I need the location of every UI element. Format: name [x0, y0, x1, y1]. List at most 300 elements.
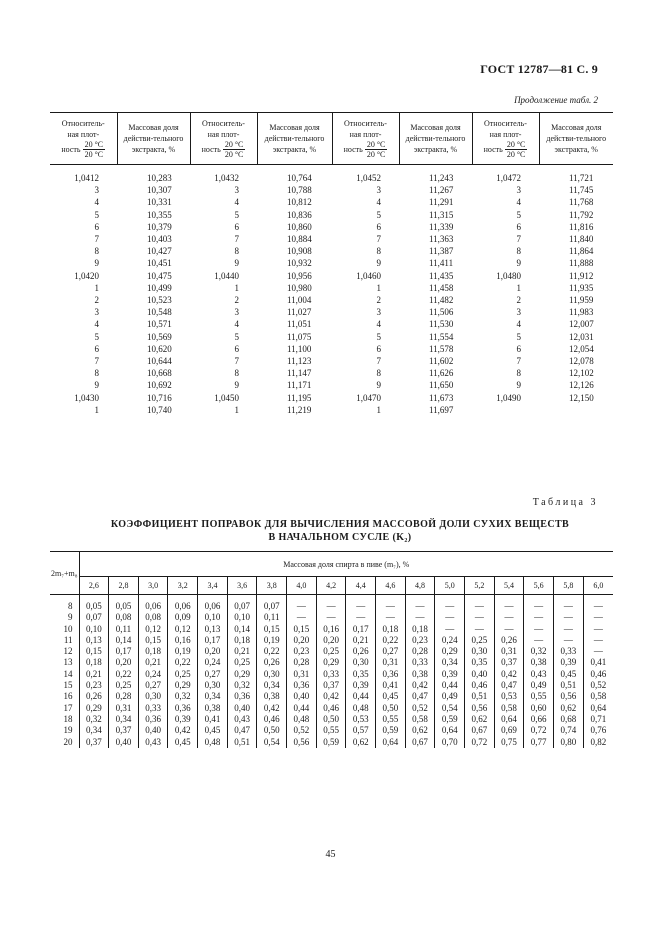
coefficient-value: — — [346, 612, 376, 623]
extract-value: 11,864 — [569, 246, 594, 257]
coefficient-value: 0,33 — [554, 646, 584, 657]
fraction-denominator: 20 °С — [506, 150, 526, 159]
coefficient-value: — — [554, 595, 584, 613]
density-value: 5 — [376, 331, 381, 342]
coefficient-value: 0,54 — [257, 737, 287, 748]
coefficient-value: 0,68 — [554, 714, 584, 725]
extract-value: 11,626 — [429, 368, 454, 379]
density-value: 1,0440 — [214, 270, 239, 281]
coefficient-value: 0,34 — [109, 714, 139, 725]
density-value: 3 — [234, 307, 239, 318]
extract-value: 11,363 — [429, 234, 454, 245]
coefficient-value: — — [524, 624, 554, 635]
density-value: 3 — [516, 185, 521, 196]
coefficient-value: 0,25 — [168, 669, 198, 680]
table-row — [50, 294, 613, 306]
density-label: Относитель- — [484, 119, 527, 128]
extract-value: 10,836 — [287, 209, 312, 220]
density-value: 8 — [516, 368, 521, 379]
density-value: 9 — [94, 380, 99, 391]
coefficient-value: 0,28 — [109, 691, 139, 702]
coefficient-value: 0,13 — [79, 635, 109, 646]
coefficient-value: 0,35 — [465, 657, 495, 668]
alcohol-column-header: 3,6 — [227, 577, 257, 595]
density-label: Относитель- — [202, 119, 245, 128]
coefficient-value: 0,19 — [168, 646, 198, 657]
density-value: 1 — [516, 282, 521, 293]
coefficient-value: 0,74 — [554, 725, 584, 736]
coefficient-value: 0,38 — [257, 691, 287, 702]
coefficient-value: 0,42 — [257, 703, 287, 714]
extract-value: 10,307 — [147, 185, 172, 196]
coefficient-value: 0,41 — [376, 680, 406, 691]
coefficient-value: 0,12 — [138, 624, 168, 635]
coefficient-value: 0,14 — [227, 624, 257, 635]
coefficient-value: 0,27 — [198, 669, 228, 680]
table-row — [50, 257, 613, 269]
row-key-value: 8 — [68, 601, 73, 611]
density-value: 5 — [516, 331, 521, 342]
density-value: 8 — [94, 368, 99, 379]
density-label: Относитель- — [61, 119, 105, 128]
density-value: 7 — [234, 356, 239, 367]
density-label: ность — [61, 145, 81, 154]
coefficient-value: — — [376, 612, 406, 623]
coefficient-value: 0,36 — [168, 703, 198, 714]
coefficient-value: 0,18 — [79, 657, 109, 668]
density-value: 6 — [516, 343, 521, 354]
coefficient-value: 0,82 — [583, 737, 613, 748]
row-key-value: 10 — [63, 623, 73, 634]
coefficient-value: 0,36 — [138, 714, 168, 725]
coefficient-value: 0,29 — [79, 703, 109, 714]
extract-value: 11,458 — [429, 282, 454, 293]
coefficient-value: 0,51 — [465, 691, 495, 702]
density-value: 8 — [516, 246, 521, 257]
extract-value: 12,150 — [569, 392, 594, 403]
extract-value: 10,569 — [147, 331, 172, 342]
row-key-value: 11 — [63, 634, 73, 645]
extract-value: 10,283 — [147, 173, 172, 183]
coefficient-value: — — [316, 595, 346, 613]
density-header-cell — [190, 113, 257, 165]
coefficient-value: 0,33 — [138, 703, 168, 714]
coefficient-value: 0,52 — [287, 725, 317, 736]
extract-value: 11,745 — [569, 185, 594, 196]
alcohol-column-header: 3,2 — [168, 577, 198, 595]
coefficient-value: 0,08 — [138, 612, 168, 623]
row-key-value: 9 — [68, 612, 73, 623]
extract-value: 11,171 — [287, 380, 312, 391]
extract-value: 11,959 — [569, 295, 594, 306]
extract-header-cell: Массовая доля действи-тельного экстракта, % — [399, 113, 472, 165]
extract-value: 11,051 — [287, 319, 312, 330]
temperature-fraction — [365, 140, 388, 159]
coefficient-value: 0,40 — [138, 725, 168, 736]
coefficient-value: 0,45 — [376, 691, 406, 702]
coefficient-value: 0,22 — [109, 669, 139, 680]
coefficient-value: 0,64 — [494, 714, 524, 725]
table-row — [50, 209, 613, 221]
coefficient-value: 0,43 — [138, 737, 168, 748]
extract-value: 11,554 — [429, 331, 454, 342]
extract-value: 10,860 — [287, 221, 312, 232]
extract-value: 11,243 — [429, 173, 454, 183]
alcohol-column-header: 4,0 — [287, 577, 317, 595]
coefficient-value: 0,32 — [524, 646, 554, 657]
density-header-cell — [50, 113, 117, 165]
table-row — [50, 379, 613, 391]
row-key-value: 13 — [63, 657, 73, 668]
coefficient-value: 0,34 — [198, 691, 228, 702]
table-row — [50, 657, 613, 668]
coefficient-value: 0,62 — [465, 714, 495, 725]
coefficient-value: — — [405, 612, 435, 623]
coefficient-value: 0,66 — [524, 714, 554, 725]
coefficient-value: 0,39 — [435, 669, 465, 680]
coefficient-value: — — [316, 612, 346, 623]
coefficient-value: 0,40 — [287, 691, 317, 702]
coefficient-value: 0,34 — [435, 657, 465, 668]
coefficient-value: — — [583, 646, 613, 657]
extract-value: 11,387 — [429, 246, 454, 257]
extract-value: 10,475 — [147, 270, 172, 281]
coefficient-value: 0,16 — [316, 624, 346, 635]
temperature-fraction — [83, 140, 106, 159]
density-value: 2 — [234, 295, 239, 306]
coefficient-value: 0,29 — [316, 657, 346, 668]
coefficient-value: 0,29 — [168, 680, 198, 691]
coefficient-value: 0,11 — [257, 612, 287, 623]
alcohol-column-header: 5,0 — [435, 577, 465, 595]
density-value: 3 — [516, 307, 521, 318]
extract-value: 11,123 — [287, 356, 312, 367]
coefficient-value: 0,50 — [316, 714, 346, 725]
extract-value: 11,267 — [429, 185, 454, 196]
coefficient-value: 0,29 — [227, 669, 257, 680]
density-value: 1,0472 — [496, 173, 521, 183]
coefficient-value: — — [494, 612, 524, 623]
coefficient-value: 0,10 — [79, 624, 109, 635]
row-key-value: 17 — [63, 702, 73, 713]
coefficient-value: 0,52 — [583, 680, 613, 691]
coefficient-value: — — [435, 624, 465, 635]
extract-value: 10,499 — [147, 282, 172, 293]
coefficient-value: 0,23 — [79, 680, 109, 691]
density-value: 8 — [234, 246, 239, 257]
coefficient-value: — — [494, 595, 524, 613]
coefficient-value: 0,13 — [198, 624, 228, 635]
extract-value: 11,792 — [569, 209, 594, 220]
coefficient-value: 0,22 — [376, 635, 406, 646]
coefficient-value: 0,59 — [435, 714, 465, 725]
extract-value: 11,530 — [429, 319, 454, 330]
density-value: 6 — [234, 221, 239, 232]
extract-value: 11,768 — [569, 197, 594, 208]
continuation-caption: Продолжение табл. 2 — [514, 95, 598, 105]
density-value: 9 — [234, 258, 239, 269]
density-extract-table — [50, 112, 613, 416]
extract-value: 11,721 — [569, 173, 594, 183]
extract-value: 10,740 — [147, 404, 172, 415]
coefficient-value: 0,10 — [198, 612, 228, 623]
alcohol-column-header: 4,6 — [376, 577, 406, 595]
row-key-value: 19 — [63, 725, 73, 736]
density-label: ность — [201, 145, 221, 154]
coefficient-value: 0,20 — [316, 635, 346, 646]
coefficient-value: 0,30 — [465, 646, 495, 657]
density-label: ная плот- — [489, 130, 522, 139]
coefficient-value: 0,34 — [257, 680, 287, 691]
table-row — [50, 646, 613, 657]
extract-value: 10,548 — [147, 307, 172, 318]
extract-value: 11,888 — [569, 258, 594, 269]
coefficient-value: 0,44 — [287, 703, 317, 714]
coefficient-value: 0,47 — [405, 691, 435, 702]
coefficient-value: — — [583, 624, 613, 635]
density-value: 8 — [234, 368, 239, 379]
table-row — [50, 270, 613, 282]
coefficient-value: 0,25 — [316, 646, 346, 657]
density-value: 6 — [234, 343, 239, 354]
table-row — [50, 318, 613, 330]
coefficient-value: 0,55 — [316, 725, 346, 736]
group-header-cell: Массовая доля спирта в пиве (m₇), % — [79, 552, 613, 577]
extract-value: 10,692 — [147, 380, 172, 391]
coefficient-value: 0,07 — [227, 595, 257, 613]
coefficient-value: 0,06 — [138, 595, 168, 613]
coefficient-value: 0,07 — [79, 612, 109, 623]
density-value: 5 — [234, 209, 239, 220]
density-value: 3 — [376, 307, 381, 318]
coefficient-value: 0,56 — [554, 691, 584, 702]
coefficient-value: 0,34 — [79, 725, 109, 736]
density-value: 3 — [234, 185, 239, 196]
coefficient-value: 0,39 — [554, 657, 584, 668]
coefficient-value: 0,64 — [583, 703, 613, 714]
coefficient-value: 0,42 — [405, 680, 435, 691]
fraction-denominator: 20 °С — [224, 150, 244, 159]
density-value: 1,0450 — [214, 392, 239, 403]
coefficient-value: 0,64 — [435, 725, 465, 736]
extract-value: 12,126 — [569, 380, 594, 391]
density-value: 3 — [94, 307, 99, 318]
coefficient-value: 0,46 — [316, 703, 346, 714]
coefficient-value: 0,24 — [435, 635, 465, 646]
table-row — [50, 404, 613, 416]
extract-value: 11,315 — [429, 209, 454, 220]
coefficient-value: 0,43 — [524, 669, 554, 680]
coefficient-value: 0,76 — [583, 725, 613, 736]
density-value: 7 — [516, 234, 521, 245]
extract-value: 11,339 — [429, 221, 454, 232]
coefficient-value: 0,75 — [494, 737, 524, 748]
density-value: 1 — [234, 404, 239, 415]
density-value: 4 — [516, 197, 521, 208]
density-value: 1,0470 — [356, 392, 381, 403]
alcohol-column-header: 2,8 — [109, 577, 139, 595]
coefficient-value: 0,27 — [138, 680, 168, 691]
row-header-cell: 2m₇+m₈ — [50, 552, 79, 595]
density-value: 1 — [94, 404, 99, 415]
density-value: 1 — [376, 282, 381, 293]
coefficient-value: 0,42 — [168, 725, 198, 736]
fraction-denominator: 20 °С — [366, 150, 386, 159]
coefficient-value: 0,06 — [198, 595, 228, 613]
row-key-value: 14 — [63, 668, 73, 679]
alcohol-column-header: 5,4 — [494, 577, 524, 595]
row-key-value: 15 — [63, 680, 73, 691]
extract-value: 11,075 — [287, 331, 312, 342]
density-header-cell — [472, 113, 539, 165]
coefficient-value: 0,71 — [583, 714, 613, 725]
coefficient-value: 0,36 — [376, 669, 406, 680]
extract-value: 10,932 — [287, 258, 312, 269]
coefficient-value: 0,09 — [168, 612, 198, 623]
density-value: 7 — [516, 356, 521, 367]
coefficient-value: 0,59 — [316, 737, 346, 748]
extract-value: 10,571 — [147, 319, 172, 330]
density-value: 4 — [94, 197, 99, 208]
coefficient-value: 0,30 — [138, 691, 168, 702]
coefficient-value: 0,18 — [227, 635, 257, 646]
table3-title-line2: В НАЧАЛЬНОМ СУСЛЕ (K₂) — [268, 532, 412, 543]
coefficient-value: 0,37 — [79, 737, 109, 748]
coefficient-value: 0,11 — [109, 624, 139, 635]
coefficient-value: 0,31 — [109, 703, 139, 714]
alcohol-column-header: 5,8 — [554, 577, 584, 595]
coefficient-value: 0,18 — [376, 624, 406, 635]
coefficient-value: — — [524, 635, 554, 646]
density-label: ная плот- — [67, 130, 100, 139]
coefficient-value: 0,38 — [405, 669, 435, 680]
table-row — [50, 737, 613, 748]
table-row — [50, 355, 613, 367]
extract-value — [539, 404, 613, 416]
density-header-cell — [332, 113, 399, 165]
coefficient-value: 0,20 — [109, 657, 139, 668]
density-value: 5 — [94, 331, 99, 342]
density-value: 9 — [94, 258, 99, 269]
coefficient-value: 0,37 — [316, 680, 346, 691]
coefficient-value: 0,32 — [227, 680, 257, 691]
coefficient-value: 0,54 — [435, 703, 465, 714]
density-value — [472, 404, 539, 416]
coefficient-value: 0,26 — [79, 691, 109, 702]
coefficient-value: 0,50 — [257, 725, 287, 736]
extract-value: 11,291 — [429, 197, 454, 208]
coefficient-value: 0,42 — [494, 669, 524, 680]
coefficient-value: 0,46 — [257, 714, 287, 725]
coefficient-value: 0,48 — [287, 714, 317, 725]
coefficient-value: — — [287, 612, 317, 623]
extract-value: 10,788 — [287, 185, 312, 196]
coefficient-value: 0,53 — [494, 691, 524, 702]
coefficient-value: 0,59 — [376, 725, 406, 736]
density-value: 1,0432 — [214, 173, 239, 183]
coefficient-value: 0,52 — [405, 703, 435, 714]
extract-value: 12,007 — [569, 319, 594, 330]
extract-header-cell: Массовая доля действи-тельного экстракта, % — [117, 113, 190, 165]
density-label: ная плот- — [207, 130, 240, 139]
coefficient-value: 0,39 — [346, 680, 376, 691]
density-value: 7 — [376, 356, 381, 367]
coefficient-value: 0,77 — [524, 737, 554, 748]
coefficient-value: 0,44 — [435, 680, 465, 691]
alcohol-column-header: 5,2 — [465, 577, 495, 595]
extract-value: 10,451 — [147, 258, 172, 269]
coefficient-value: 0,12 — [168, 624, 198, 635]
coefficient-value: — — [583, 595, 613, 613]
extract-value: 10,379 — [147, 221, 172, 232]
coefficient-value: 0,37 — [494, 657, 524, 668]
coefficient-value: 0,49 — [524, 680, 554, 691]
density-value: 8 — [94, 246, 99, 257]
table-row — [50, 165, 613, 185]
density-value: 9 — [376, 380, 381, 391]
coefficient-value: 0,51 — [554, 680, 584, 691]
coefficient-value: 0,47 — [494, 680, 524, 691]
table-row — [50, 196, 613, 208]
alcohol-column-header: 2,6 — [79, 577, 109, 595]
coefficient-value: — — [554, 612, 584, 623]
coefficient-value: 0,39 — [168, 714, 198, 725]
coefficient-value: 0,30 — [346, 657, 376, 668]
coefficient-value: 0,28 — [405, 646, 435, 657]
coefficient-value: 0,17 — [346, 624, 376, 635]
coefficient-value: 0,45 — [198, 725, 228, 736]
coefficient-value: 0,17 — [109, 646, 139, 657]
density-label: ность — [483, 145, 503, 154]
coefficient-value: 0,41 — [583, 657, 613, 668]
extract-value: 10,908 — [287, 246, 312, 257]
coefficient-value: 0,24 — [198, 657, 228, 668]
coefficient-value: 0,05 — [109, 595, 139, 613]
coefficient-value: 0,38 — [524, 657, 554, 668]
coefficient-value: 0,24 — [138, 669, 168, 680]
coefficient-value: 0,26 — [494, 635, 524, 646]
density-value: 5 — [234, 331, 239, 342]
coefficient-value: 0,19 — [257, 635, 287, 646]
coefficient-value: — — [465, 624, 495, 635]
table-row — [50, 669, 613, 680]
density-value: 6 — [376, 221, 381, 232]
coefficient-value: — — [524, 595, 554, 613]
coefficient-value: 0,25 — [109, 680, 139, 691]
density-value: 6 — [94, 221, 99, 232]
coefficient-value: — — [376, 595, 406, 613]
density-value: 3 — [94, 185, 99, 196]
table-row — [50, 221, 613, 233]
coefficient-value: 0,70 — [435, 737, 465, 748]
coefficient-value: 0,21 — [138, 657, 168, 668]
coefficient-value: — — [494, 624, 524, 635]
table-row — [50, 680, 613, 691]
fraction-numerator: 20 °С — [366, 140, 386, 149]
alcohol-column-header: 3,8 — [257, 577, 287, 595]
coefficient-value: 0,48 — [198, 737, 228, 748]
density-value: 9 — [516, 258, 521, 269]
coefficient-value: 0,23 — [405, 635, 435, 646]
extract-value: 10,403 — [147, 234, 172, 245]
density-value: 1,0430 — [74, 392, 99, 403]
extract-value: 10,355 — [147, 209, 172, 220]
coefficient-value: — — [346, 595, 376, 613]
coefficient-value: 0,21 — [227, 646, 257, 657]
density-value: 8 — [376, 246, 381, 257]
extract-value: 12,031 — [569, 331, 594, 342]
coefficient-value: 0,18 — [405, 624, 435, 635]
